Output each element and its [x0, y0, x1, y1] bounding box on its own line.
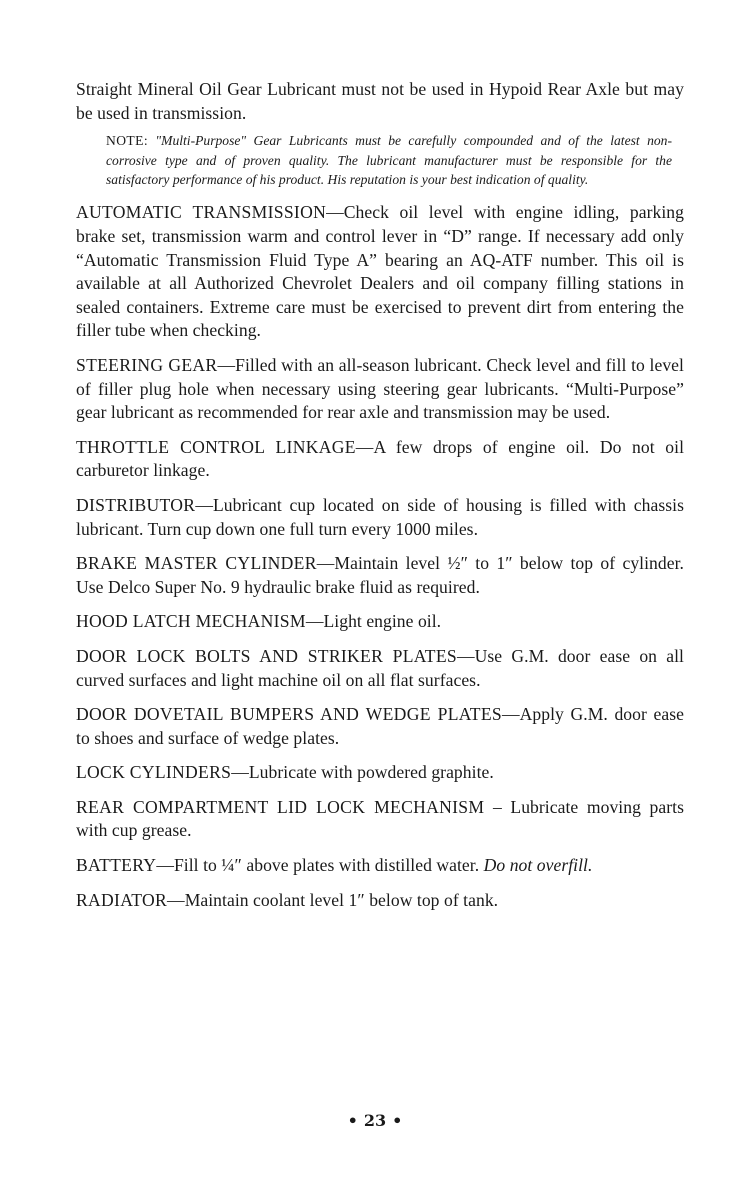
note-text: "Multi-Purpose" Gear Lubricants must be carefully compounded and of the latest non-corrosive type and of proven quality. The lubricant manufacturer must be responsible for the satisfactory performance of his product. His reputation is your best indication of quality. [106, 133, 672, 187]
section-text: Lubricant cup located on side of housing is filled with chassis lubricant. Turn cup down one full turn every 1000 miles. [76, 494, 684, 539]
section-separator: — [305, 611, 324, 632]
section-text: Apply G.M. door ease to shoes and surface of wedge plates. [76, 704, 684, 748]
section-text: A few drops of engine oil. Do not oil carburetor linkage. [76, 436, 685, 481]
section-heading: REAR COMPARTMENT LID LOCK MECHANISM [76, 796, 485, 817]
section-separator: — [316, 553, 335, 574]
section-separator: – [484, 796, 511, 817]
section-radiator [76, 889, 684, 913]
section-door-lock-bolts [76, 645, 684, 692]
section-heading: THROTTLE CONTROL LINKAGE [76, 436, 356, 457]
section-text: Light engine oil. [323, 611, 442, 632]
section-separator: — [167, 889, 185, 910]
section-separator: — [326, 202, 344, 223]
note-label: NOTE: [106, 133, 149, 149]
section-brake-master-cylinder [76, 552, 684, 599]
section-heading: DOOR LOCK BOLTS AND STRIKER PLATES [76, 645, 457, 666]
section-separator: — [156, 855, 174, 876]
note-block [106, 131, 672, 189]
section-text: Lubricate moving parts with cup grease. [76, 796, 684, 841]
section-distributor [76, 494, 684, 541]
section-heading: BRAKE MASTER CYLINDER [76, 553, 317, 574]
section-text: Maintain coolant level 1″ below top of tank. [184, 889, 499, 910]
section-text: Filled with an all-season lubricant. Check level and fill to level of filler plug hole when necessary using steering gear lubricants. “Multi-Purpose” gear lubricant as recommended for rear axle and transmission may be used. [76, 354, 684, 423]
section-rear-compartment-lid-lock [76, 796, 684, 843]
section-heading: DISTRIBUTOR [76, 494, 196, 515]
section-automatic-transmission [76, 201, 684, 343]
section-lock-cylinders [76, 761, 684, 785]
intro-paragraph [76, 78, 684, 125]
section-door-dovetail-bumpers [76, 703, 684, 750]
section-text: Check oil level with engine idling, parking brake set, transmission warm and control lever in “D” range. If necessary add only “Automatic Transmission Fluid Type A” bearing an AQ-ATF number. This oil is available at all Authorized Chevrolet Dealers and oil company filling stations in sealed containers. Extreme care must be exercised to prevent dirt from entering the filler tube when checking. [76, 202, 684, 341]
section-heading: LOCK CYLINDERS [76, 762, 232, 783]
section-separator: — [355, 436, 374, 457]
section-steering-gear [76, 354, 684, 425]
manual-page-body [76, 78, 684, 923]
bullet-dot-icon: • [347, 1111, 358, 1130]
bullet-dot-icon: • [392, 1111, 403, 1130]
section-heading: BATTERY [76, 855, 157, 876]
section-throttle-control-linkage [76, 436, 684, 483]
section-separator: — [231, 762, 249, 783]
intro-text: Straight Mineral Oil Gear Lubricant must not be used in Hypoid Rear Axle but may be used in transmission. [76, 79, 684, 123]
section-heading: RADIATOR [76, 889, 168, 910]
section-text: Fill to ¼″ above plates with distilled water. [173, 855, 484, 876]
section-text: Lubricate with powdered graphite. [248, 762, 494, 783]
section-hood-latch-mechanism [76, 610, 684, 634]
page-number-footer [0, 1111, 750, 1130]
section-text: Use G.M. door ease on all curved surfaces and light machine oil on all flat surfaces. [76, 645, 684, 690]
section-heading: AUTOMATIC TRANSMISSION [76, 202, 327, 223]
section-separator: — [456, 645, 475, 666]
section-separator: — [501, 704, 520, 725]
section-heading: HOOD LATCH MECHANISM [76, 611, 306, 632]
section-separator: — [217, 354, 236, 375]
section-separator: — [195, 494, 213, 515]
section-italic-warning: Do not overfill. [483, 855, 593, 876]
section-battery [76, 854, 684, 878]
page-number: 23 [363, 1111, 387, 1130]
section-text: Maintain level ½″ to 1″ below top of cylinder. Use Delco Super No. 9 hydraulic brake fluid as required. [76, 553, 684, 597]
section-heading: STEERING GEAR [76, 354, 218, 375]
section-heading: DOOR DOVETAIL BUMPERS AND WEDGE PLATES [76, 704, 502, 725]
